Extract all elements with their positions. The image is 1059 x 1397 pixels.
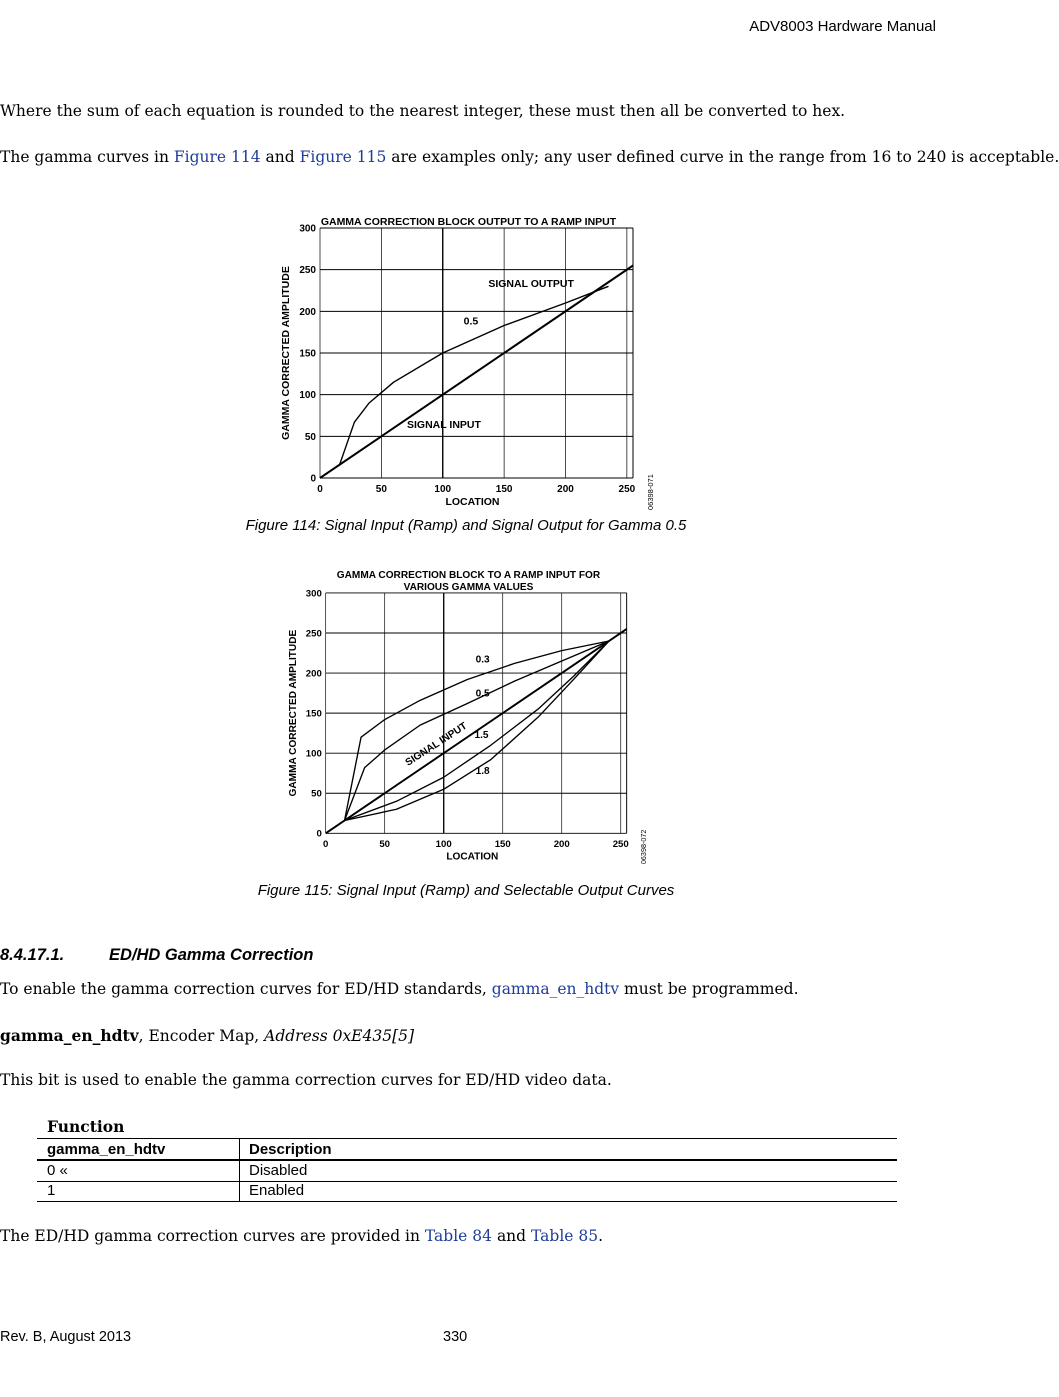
table-header-rule <box>37 1159 897 1161</box>
x-tick-label: 200 <box>557 484 574 495</box>
x-tick-label: 0 <box>317 484 323 495</box>
table-row <box>37 1182 897 1202</box>
paragraph-rounding: Where the sum of each equation is rounded to the nearest integer, these must then all be converted to hex. <box>0 102 846 120</box>
y-axis-label: GAMMA CORRECTED AMPLITUDE <box>280 266 292 440</box>
x-tick-label: 0 <box>323 838 329 850</box>
y-tick-label: 300 <box>299 223 316 235</box>
x-tick-label: 50 <box>379 838 391 850</box>
y-tick-label: 250 <box>305 628 322 640</box>
text-segment: To enable the gamma correction curves for ED/HD standards, <box>0 980 492 998</box>
table-header-row <box>37 1140 897 1161</box>
register-name: gamma_en_hdtv <box>0 1026 139 1045</box>
x-tick-label: 150 <box>494 838 511 850</box>
text-segment: and <box>492 1227 532 1245</box>
header-cell-description: Description <box>249 1141 332 1158</box>
x-axis-label: LOCATION <box>445 496 500 508</box>
table-top-rule <box>37 1138 897 1139</box>
register-definition <box>0 1026 414 1045</box>
text-segment: are examples only; any user defined curve in the range from 16 to 240 is acceptable. <box>386 148 1059 166</box>
x-tick-label: 100 <box>435 838 452 850</box>
series-line <box>320 266 633 479</box>
footer-revision: Rev. B, August 2013 <box>0 1329 132 1345</box>
table-bottom-rule <box>37 1201 897 1202</box>
table-row <box>37 1162 897 1182</box>
section-title: ED/HD Gamma Correction <box>109 946 314 964</box>
text-segment: The ED/HD gamma correction curves are provided in <box>0 1227 425 1245</box>
x-tick-label: 100 <box>434 484 452 495</box>
series-annotation: SIGNAL INPUT <box>407 419 481 431</box>
chart-title: VARIOUS GAMMA VALUES <box>403 582 534 594</box>
series-annotation: SIGNAL INPUT <box>403 720 470 769</box>
table-85-link[interactable]: Table 85 <box>531 1227 599 1245</box>
figure-114-chart <box>278 212 658 512</box>
y-tick-label: 150 <box>305 708 322 720</box>
x-tick-label: 250 <box>618 484 636 495</box>
y-tick-label: 0 <box>316 828 322 840</box>
x-tick-label: 200 <box>553 838 570 850</box>
paragraph-curve-tables <box>0 1227 603 1245</box>
y-tick-label: 100 <box>299 390 316 402</box>
cell-description: Enabled <box>249 1182 305 1199</box>
chart-title: GAMMA CORRECTION BLOCK OUTPUT TO A RAMP INPUT <box>320 216 617 228</box>
series-annotation: SIGNAL OUTPUT <box>488 278 574 291</box>
cell-value: 1 <box>47 1182 56 1199</box>
table-column-divider <box>239 1138 240 1201</box>
x-tick-label: 150 <box>495 484 513 495</box>
series-annotation: 1.5 <box>474 729 489 741</box>
chart-title: GAMMA CORRECTION BLOCK TO A RAMP INPUT FOR <box>336 570 601 582</box>
figure-114-caption: Figure 114: Signal Input (Ramp) and Signal Output for Gamma 0.5 <box>245 517 687 534</box>
paragraph-enable-gamma <box>0 980 799 998</box>
series-annotation: 0.5 <box>463 315 479 328</box>
series-annotation: 0.3 <box>475 654 490 666</box>
register-address: Address 0xE435[5] <box>264 1027 415 1045</box>
section-number: 8.4.17.1. <box>0 946 65 964</box>
y-tick-label: 200 <box>305 668 322 680</box>
gamma-en-hdtv-link[interactable]: gamma_en_hdtv <box>491 980 620 998</box>
document-title: ADV8003 Hardware Manual <box>749 18 936 35</box>
y-tick-label: 300 <box>305 588 322 600</box>
figure-115-link[interactable]: Figure 115 <box>299 148 387 166</box>
y-tick-label: 250 <box>299 265 316 277</box>
y-axis-label: GAMMA CORRECTED AMPLITUDE <box>287 629 299 797</box>
cell-description: Disabled <box>249 1162 308 1179</box>
paragraph-bit-description: This bit is used to enable the gamma correction curves for ED/HD video data. <box>0 1071 612 1089</box>
table-84-link[interactable]: Table 84 <box>424 1227 493 1245</box>
table-caption: Function <box>47 1117 125 1136</box>
x-tick-label: 250 <box>612 838 629 850</box>
figure-115-chart <box>278 566 658 866</box>
y-tick-label: 200 <box>299 306 316 318</box>
header-cell-field: gamma_en_hdtv <box>47 1141 166 1158</box>
text-segment: and <box>260 148 300 166</box>
text-segment: The gamma curves in <box>0 148 174 166</box>
cell-value: 0 « <box>47 1162 68 1179</box>
text-segment: must be programmed. <box>619 980 799 998</box>
y-tick-label: 100 <box>305 748 322 760</box>
y-tick-label: 150 <box>299 348 316 360</box>
figure-115-caption: Figure 115: Signal Input (Ramp) and Selectable Output Curves <box>257 882 675 899</box>
y-tick-label: 50 <box>311 788 322 800</box>
footer-page-number: 330 <box>443 1329 468 1345</box>
paragraph-gamma-curves <box>0 148 1059 166</box>
y-tick-label: 0 <box>310 473 316 485</box>
text-segment: . <box>598 1227 604 1245</box>
series-annotation: 1.8 <box>475 766 490 778</box>
figure-id-label: 06398-071 <box>646 474 655 510</box>
figure-114-link[interactable]: Figure 114 <box>173 148 261 166</box>
series-annotation: 0.5 <box>475 688 490 700</box>
y-tick-label: 50 <box>304 431 316 443</box>
figure-id-label: 06398-072 <box>638 829 648 865</box>
register-map: , Encoder Map, <box>138 1027 265 1045</box>
x-axis-label: LOCATION <box>446 851 499 863</box>
x-tick-label: 50 <box>375 484 387 495</box>
